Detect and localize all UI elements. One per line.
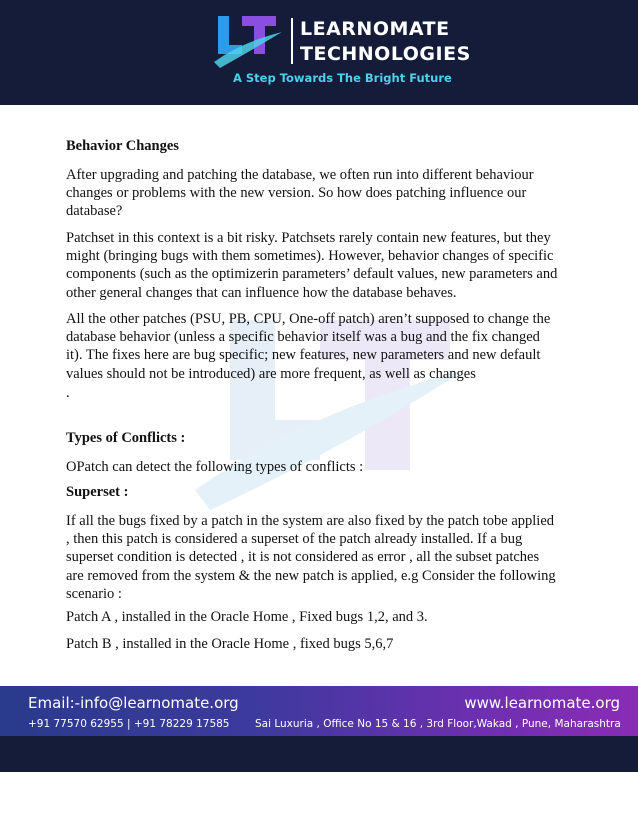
logo-divider [291, 18, 293, 64]
page-footer [0, 686, 638, 736]
heading-behavior-changes: Behavior Changes [66, 138, 179, 154]
paragraph-patch-a: Patch A , installed in the Oracle Home , Fixed bugs 1,2, and 3. [66, 609, 428, 625]
brand-tagline: A Step Towards The Bright Future [233, 71, 452, 85]
paragraph-other-patches: All the other patches (PSU, PB, CPU, One-off patch) aren’t supposed to change the database behavior (unless a specific behavior itself was a bug and the fix changed it). The fixes here are bug specific; new features, new parameters and new default values should not be introduced) are more frequent, as well as changes [66, 311, 551, 382]
paragraph-opatch: OPatch can detect the following types of conflicts : [66, 459, 364, 475]
footer-address: Sai Luxuria , Office No 15 & 16 , 3rd Floor,Wakad , Pune, Maharashtra [255, 718, 621, 730]
paragraph-patchset: Patchset in this context is a bit risky. Patchsets rarely contain new features, but they might (bringing bugs with them sometimes). However, behavior changes of specific components (such as the optimizerin parameters’ default values, new parameters and other general changes that can influence how the database behaves. [66, 230, 558, 301]
footer-website-link[interactable]: www.learnomate.org [464, 694, 620, 712]
brand-name-line2: TECHNOLOGIES [300, 43, 471, 65]
heading-types-of-conflicts: Types of Conflicts : [66, 430, 186, 446]
footer-bottom-band [0, 736, 638, 772]
paragraph-upgrading: After upgrading and patching the database, we often run into different behaviour changes or problems with the new version. So how does patching influence our database? [66, 167, 534, 220]
paragraph-superset: If all the bugs fixed by a patch in the system are also fixed by the patch tobe applied , then this patch is considered a superset of the patch already installed. If a bug superset condition is detected , it is not considered as error , all the subset patches are removed from the system & the new patch is applied, e.g Consider the following scenario : [66, 513, 556, 602]
heading-superset: Superset : [66, 484, 129, 500]
paragraph-patch-b: Patch B , installed in the Oracle Home , fixed bugs 5,6,7 [66, 636, 394, 652]
footer-phone-numbers: +91 77570 62955 | +91 78229 17585 [28, 718, 230, 730]
stray-dot: . [66, 385, 70, 401]
footer-email-link[interactable]: Email:-info@learnomate.org [28, 694, 239, 712]
page-header [0, 0, 638, 105]
lt-logo-icon [212, 14, 286, 72]
brand-name-line1: LEARNOMATE [300, 18, 450, 40]
